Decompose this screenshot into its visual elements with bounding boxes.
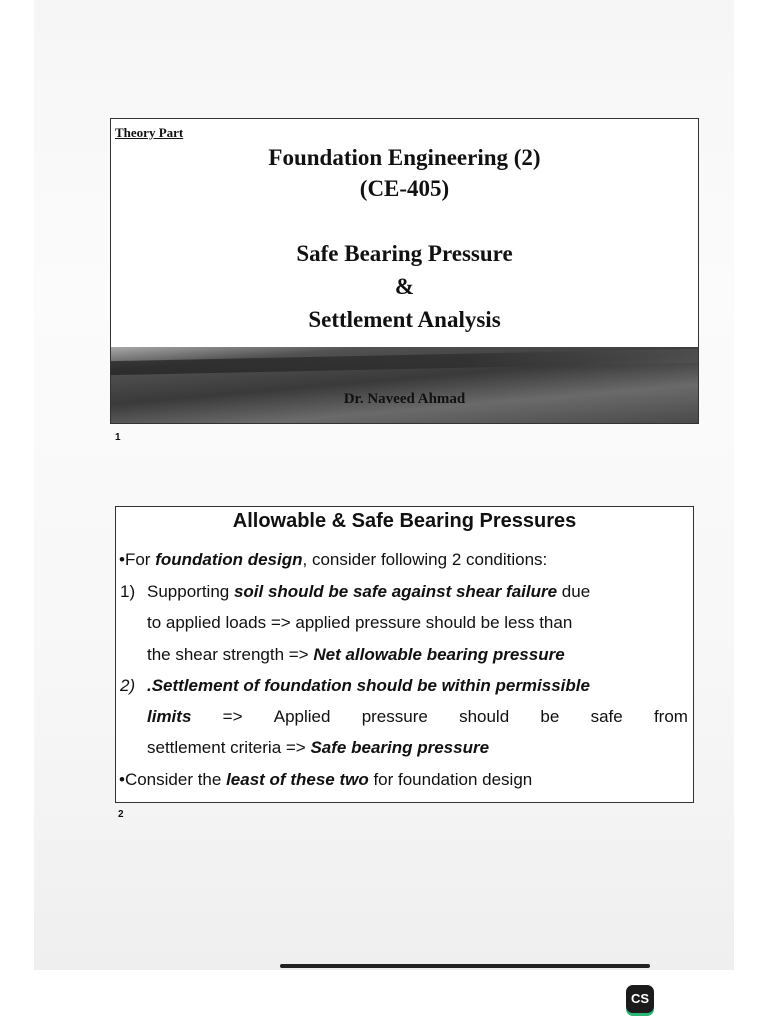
word: Applied — [273, 707, 331, 726]
text-run: for foundation design — [368, 770, 533, 789]
title-slide — [110, 118, 699, 424]
camscanner-icon: CS — [626, 985, 654, 1013]
emphasis-text: foundation design — [155, 550, 303, 569]
word: pressure — [361, 707, 428, 726]
word: from — [653, 707, 688, 726]
content-slide — [115, 506, 694, 803]
item-2-line-3 — [147, 737, 489, 759]
bullet-marker: • — [119, 550, 125, 569]
text-run: Consider the — [124, 770, 227, 789]
topic-line-2: Settlement Analysis — [308, 307, 501, 332]
emphasis-text: .Settlement of foundation should be within permissible — [147, 676, 590, 695]
course-code: (CE-405) — [359, 176, 450, 201]
text-run: settlement criteria => — [147, 738, 311, 757]
item-2-line-1 — [147, 675, 590, 697]
theory-part-label: Theory Part — [115, 125, 184, 140]
text-run: For — [124, 550, 156, 569]
slide-heading: Allowable & Safe Bearing Pressures — [232, 510, 577, 532]
text-run: due — [557, 582, 591, 601]
text-run: Supporting — [147, 582, 234, 601]
item-2-line-2 — [147, 706, 688, 728]
item-1-line-3 — [147, 644, 565, 666]
bullet-least-of-two — [119, 769, 532, 791]
page-edge-shadow — [280, 964, 650, 968]
emphasis-text: Safe bearing pressure — [310, 738, 490, 757]
word: be — [540, 707, 560, 726]
topic-ampersand: & — [394, 274, 415, 299]
item-1-line-2: to applied loads => applied pressure should be less than — [147, 613, 573, 632]
bullet-marker: • — [119, 770, 125, 789]
emphasis-text: Net allowable bearing pressure — [313, 645, 565, 664]
author-banner — [111, 347, 698, 423]
author-name: Dr. Naveed Ahmad — [343, 391, 466, 407]
emphasis-text: soil should be safe against shear failure — [233, 582, 558, 601]
slide-number-1: 1 — [115, 432, 121, 443]
item-1-line-1 — [147, 581, 688, 603]
slide-number-2: 2 — [118, 809, 124, 820]
emphasis-text: least of these two — [226, 770, 369, 789]
word: safe — [590, 707, 623, 726]
bullet-foundation-design — [119, 549, 547, 571]
word: should — [459, 707, 510, 726]
text-run: the shear strength => — [147, 645, 314, 664]
emphasis-text: limits — [147, 707, 192, 726]
item-2-marker: 2) — [120, 676, 136, 695]
topic-line-1: Safe Bearing Pressure — [296, 241, 513, 266]
text-run: , consider following 2 conditions: — [302, 550, 548, 569]
banner-stripe — [111, 349, 698, 375]
course-title: Foundation Engineering (2) — [268, 145, 541, 170]
item-1-marker: 1) — [120, 582, 136, 601]
word: => — [222, 707, 243, 726]
